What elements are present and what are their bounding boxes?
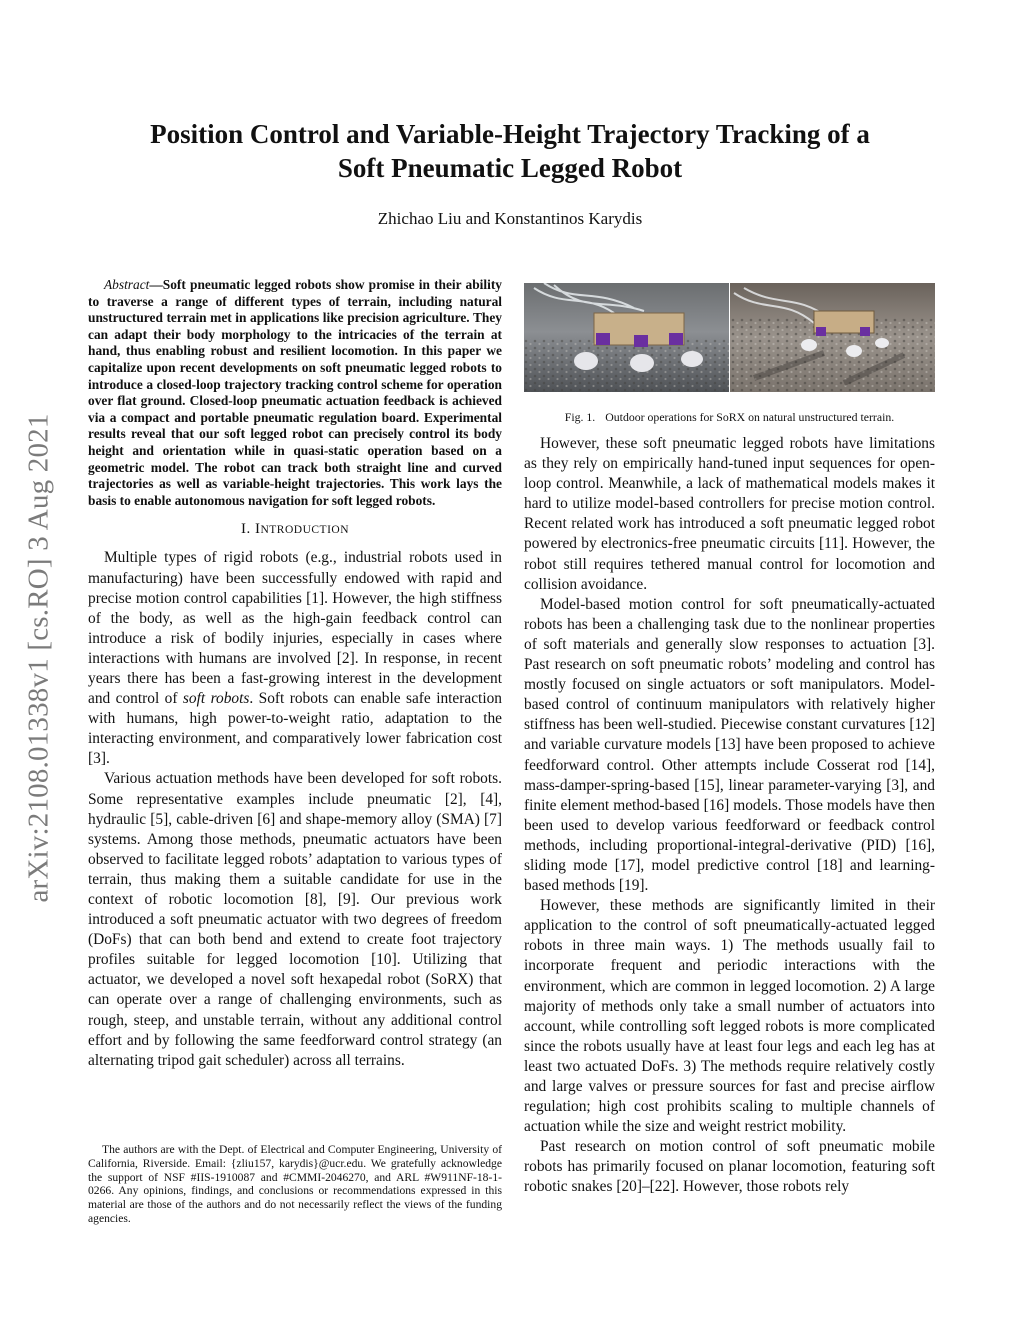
abstract [88,277,502,509]
section-heading-introduction [88,519,502,540]
right-column [524,434,935,1198]
footnote-text: The authors are with the Dept. of Electrical and Computer Engineering, University of California, Riverside. Email: {zliu157, karydis}@ucr.edu. We gratefully acknowledge the support of NSF #IIS-1910087 and #CMMI-2046270, and ARL #W911NF-18-1-0266. Any opinions, findings, and conclusions or recommendations expressed in this material are those of the authors and do not necessarily reflect the views of the funding agencies. [88,1143,502,1225]
paper-title [110,117,910,185]
figure-1-caption [524,410,935,425]
intro-paragraph-1: Multiple types of rigid robots (e.g., industrial robots used in manufacturing) have been successfully endowed with rapid and precise motion control capabilities [1]. However, the high stiffness of the body, as well as the high-gain feedback control can introduce a risk of bodily injuries, especially in cases where interactions with humans are involved [2]. In response, in recent years there has been a fast-growing interest in the development and control of soft robots. Soft robots can enable safe interaction with humans, high power-to-weight ratio, adaptation to the interacting environment, and comparatively lower fabrication cost [3]. [88,549,502,768]
paper-authors: Zhichao Liu and Konstantinos Karydis [377,209,643,228]
abstract-label: Abstract [104,277,150,292]
figure-caption-text: Outdoor operations for SoRX on natural unstructured terrain. [605,410,895,424]
footnote [88,1143,502,1226]
left-column [88,277,502,1071]
title-line-2: Soft Pneumatic Legged Robot [337,153,683,183]
title-line-1: Position Control and Variable-Height Trajectory Tracking of a [150,119,870,149]
right-paragraph-4: Past research on motion control of soft pneumatic mobile robots has primarily focused on planar locomotion, featuring soft robotic snakes [20]–[22]. However, those robots rely [524,1138,935,1196]
intro-paragraph-2: Various actuation methods have been developed for soft robots. Some representative examples include pneumatic [2], [4], hydraulic [5], cable-driven [6] and shape-memory alloy (SMA) [7] systems. Among those methods, pneumatic actuators have been observed to facilitate legged robots’ adaptation to various types of terrain, thus making them a suitable candidate for use in the context of robotic locomotion [8], [9]. Our previous work introduced a soft pneumatic actuator with two degrees of freedom (DoFs) that can both bend and extend to create foot trajectory profiles suitable for legged locomotion [10]. Utilizing that actuator, we developed a novel soft hexapedal robot (SoRX) that can operate over a range of challenging environments, such as rough, steep, and unstable terrain, without any additional control effort and by following the same feedforward control strategy (an alternating tripod gait scheduler) across all terrains. [88,770,502,1069]
right-paragraph-2: Model-based motion control for soft pneumatically-actuated robots has been a challenging task due to the nonlinear properties of soft materials and generally slow responses to actuation [3]. Past research on soft pneumatic robots’ modeling and control has mostly focused on single actuators or soft manipulators. Model-based control of continuum manipulators with relatively higher stiffness has been well-studied. Piecewise constant curvatures [12] and variable curvature models [13] have been proposed to achieve feedforward control. Other attempts include Cosserat rod [14], mass-damper-spring-based [15], linear parameter-varying [3], and finite element method-based [16] models. Those models have then been used to develop various feedforward or feedback control methods, including proportional-integral-derivative (PID) [16], sliding mode [17], model predictive control [18] and learning-based methods [19]. [524,595,935,895]
figure-1 [524,283,935,392]
right-paragraph-3: However, these methods are significantly limited in their application to the control of soft pneumatically-actuated legged robots in three main ways. 1) The methods usually fail to incorporate frequent and periodic interactions with the environment, which are common in legged locomotion. 2) A large majority of methods only take a small number of actuators into account, while controlling soft legged robots is more complicated since the robots usually have at least four legs and each leg has at least two actuated DoFs. 3) The methods require relatively costly and large valves or pressure sources for fast and precise airflow regulation; high cost prohibits scaling to multiple channels of actuation while the size and weight restrict mobility. [524,897,935,1136]
abstract-text: Soft pneumatic legged robots show promise in their ability to traverse a range of different types of terrain, including natural unstructured terrain met in applications like precision agriculture. They can adapt their body morphology to the intricacies of the terrain at hand, thus enabling robust and resilient locomotion. In this paper we capitalize upon recent developments on soft pneumatic legged robots to introduce a closed-loop trajectory tracking control scheme for operation over flat ground. Closed-loop pneumatic actuation feedback is achieved via a compact and portable pneumatic regulation board. Experimental results reveal that our soft legged robot can precisely control its body height and orientation while in quasi-static operation based on a geometric model. The robot can track both straight line and curved trajectories as well as variable-height trajectories. This work lays the basis to enable autonomous navigation for soft legged robots. [88,277,502,508]
section-title-first: I [254,521,261,538]
section-title-rest: NTRODUCTION [260,524,350,537]
figure-1-photos [524,283,935,392]
section-number: I. [240,521,251,538]
abstract-dash: — [149,277,163,292]
arxiv-identifier: arXiv:2108.01338v1 [cs.RO] 3 Aug 2021 [22,412,55,903]
emphasis-soft-robots: soft robots [182,690,250,708]
right-paragraph-1: However, these soft pneumatic legged robots have limitations as they rely on empirically hand-tuned input sequences for open-loop control. Meanwhile, a lack of mathematical models makes it hard to utilize model-based controllers for precise motion control. Recent related work has introduced a soft pneumatic legged robot powered by electronics-free pneumatic circuits [11]. However, the robot still requires tethered manual control for locomotion and collision avoidance. [524,435,935,593]
arxiv-sidebar [12,355,66,960]
figure-label: Fig. 1. [564,410,596,424]
